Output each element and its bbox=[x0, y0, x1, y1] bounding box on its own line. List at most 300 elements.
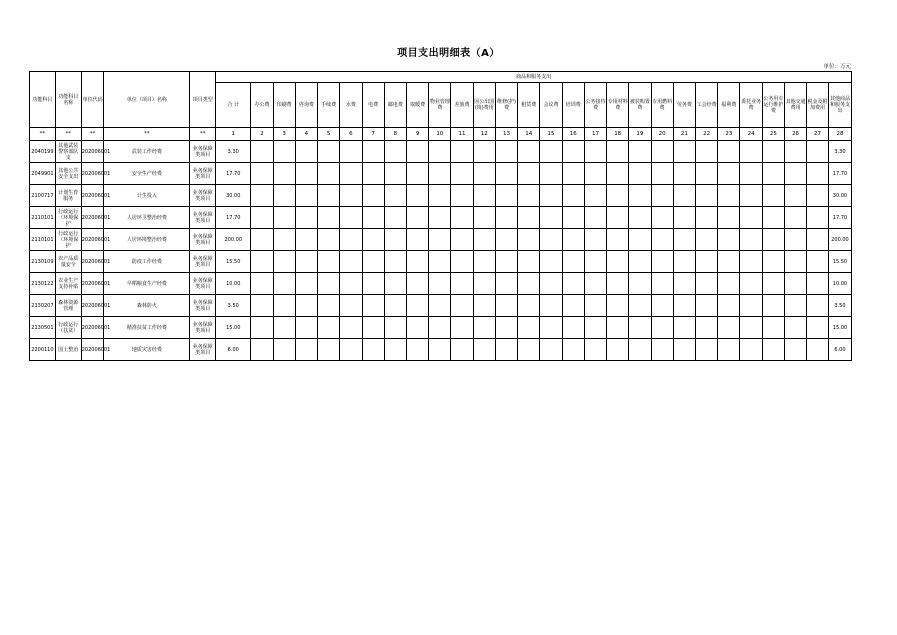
empty-cell bbox=[340, 273, 362, 295]
empty-cell bbox=[362, 251, 384, 273]
table-body bbox=[30, 72, 852, 361]
empty-cell bbox=[762, 317, 784, 339]
empty-cell bbox=[295, 251, 317, 273]
subheader-cell: 劳务费 bbox=[673, 83, 695, 128]
index-cell: 5 bbox=[318, 128, 340, 141]
empty-cell bbox=[540, 185, 562, 207]
unit-code-cell: 202006001 bbox=[81, 317, 104, 339]
empty-cell bbox=[495, 273, 517, 295]
function-name-cell: 其他武装警察部队支 bbox=[55, 141, 81, 163]
subheader-cell: 公务用车运行维护费 bbox=[762, 83, 784, 128]
empty-cell bbox=[651, 295, 673, 317]
subheader-cell: 邮电费 bbox=[384, 83, 406, 128]
empty-cell bbox=[429, 229, 451, 251]
empty-cell bbox=[429, 273, 451, 295]
subheader-cell: 维修(护)费 bbox=[495, 83, 517, 128]
empty-cell bbox=[651, 185, 673, 207]
empty-cell bbox=[518, 163, 540, 185]
empty-cell bbox=[696, 273, 718, 295]
subheader-cell: 专用燃料费 bbox=[651, 83, 673, 128]
function-name-cell: 农产品质量安全 bbox=[55, 251, 81, 273]
empty-cell bbox=[562, 229, 584, 251]
empty-cell bbox=[362, 295, 384, 317]
empty-cell bbox=[318, 317, 340, 339]
empty-cell bbox=[362, 185, 384, 207]
empty-cell bbox=[384, 273, 406, 295]
function-name-cell: 计划生育服务 bbox=[55, 185, 81, 207]
empty-cell bbox=[540, 207, 562, 229]
empty-cell bbox=[429, 185, 451, 207]
subheader-cell: 电费 bbox=[362, 83, 384, 128]
function-code-cell: 2130122 bbox=[30, 273, 56, 295]
unit-code-cell: 202006001 bbox=[81, 163, 104, 185]
total-cell: 6.00 bbox=[216, 339, 251, 361]
empty-cell bbox=[762, 229, 784, 251]
empty-cell bbox=[406, 273, 428, 295]
unit-code-cell: 202006001 bbox=[81, 185, 104, 207]
empty-cell bbox=[784, 295, 806, 317]
empty-cell bbox=[318, 251, 340, 273]
empty-cell bbox=[673, 207, 695, 229]
empty-cell bbox=[340, 251, 362, 273]
empty-cell bbox=[251, 273, 273, 295]
empty-cell bbox=[318, 207, 340, 229]
project-name-cell: 人居环卫整治经费 bbox=[104, 207, 190, 229]
group-header: 商品和服务支出 bbox=[216, 72, 852, 83]
other-expense-cell: 10.00 bbox=[828, 273, 851, 295]
empty-cell bbox=[607, 273, 629, 295]
empty-cell bbox=[518, 273, 540, 295]
unit-label: 单位：万元 bbox=[823, 64, 851, 70]
other-expense-cell: 15.00 bbox=[828, 317, 851, 339]
empty-cell bbox=[451, 251, 473, 273]
empty-cell bbox=[251, 317, 273, 339]
empty-cell bbox=[473, 273, 495, 295]
empty-cell bbox=[540, 141, 562, 163]
empty-cell bbox=[718, 141, 740, 163]
empty-cell bbox=[651, 229, 673, 251]
empty-cell bbox=[696, 295, 718, 317]
empty-cell bbox=[607, 141, 629, 163]
empty-cell bbox=[295, 163, 317, 185]
table-row bbox=[30, 295, 852, 317]
empty-cell bbox=[318, 295, 340, 317]
empty-cell bbox=[429, 163, 451, 185]
other-expense-cell: 6.00 bbox=[828, 339, 851, 361]
empty-cell bbox=[784, 185, 806, 207]
empty-cell bbox=[495, 229, 517, 251]
function-name-cell: 国土整治 bbox=[55, 339, 81, 361]
empty-cell bbox=[807, 163, 829, 185]
page-title: 项目支出明细表（A） bbox=[397, 48, 500, 59]
empty-cell bbox=[629, 251, 651, 273]
empty-cell bbox=[584, 229, 606, 251]
project-name-cell: 地质灾害经费 bbox=[104, 339, 190, 361]
unit-code-cell: 202006001 bbox=[81, 273, 104, 295]
empty-cell bbox=[406, 207, 428, 229]
empty-cell bbox=[762, 207, 784, 229]
index-cell: 28 bbox=[828, 128, 851, 141]
empty-cell bbox=[384, 251, 406, 273]
empty-cell bbox=[629, 185, 651, 207]
empty-cell bbox=[696, 185, 718, 207]
empty-cell bbox=[562, 317, 584, 339]
empty-cell bbox=[807, 207, 829, 229]
index-cell: 24 bbox=[740, 128, 762, 141]
empty-cell bbox=[495, 163, 517, 185]
empty-cell bbox=[607, 339, 629, 361]
empty-cell bbox=[495, 339, 517, 361]
empty-cell bbox=[718, 251, 740, 273]
empty-cell bbox=[340, 317, 362, 339]
project-name-cell: 人居环境整治经费 bbox=[104, 229, 190, 251]
empty-cell bbox=[584, 163, 606, 185]
index-cell: 15 bbox=[540, 128, 562, 141]
empty-cell bbox=[673, 251, 695, 273]
function-code-cell: 2100717 bbox=[30, 185, 56, 207]
empty-cell bbox=[406, 339, 428, 361]
empty-cell bbox=[251, 295, 273, 317]
index-cell: 7 bbox=[362, 128, 384, 141]
index-cell: 9 bbox=[406, 128, 428, 141]
empty-cell bbox=[807, 229, 829, 251]
empty-cell bbox=[362, 317, 384, 339]
empty-cell bbox=[340, 141, 362, 163]
index-cell: 1 bbox=[216, 128, 251, 141]
empty-cell bbox=[318, 163, 340, 185]
project-type-cell: 业务保障类项目 bbox=[190, 163, 216, 185]
empty-cell bbox=[518, 339, 540, 361]
unit-code-cell: 202006001 bbox=[81, 295, 104, 317]
empty-cell bbox=[718, 229, 740, 251]
empty-cell bbox=[807, 317, 829, 339]
empty-cell bbox=[518, 229, 540, 251]
subheader-cell: 咨询费 bbox=[295, 83, 317, 128]
empty-cell bbox=[406, 229, 428, 251]
empty-cell bbox=[540, 295, 562, 317]
empty-cell bbox=[540, 273, 562, 295]
empty-cell bbox=[584, 207, 606, 229]
empty-cell bbox=[318, 185, 340, 207]
subheader-cell: 水费 bbox=[340, 83, 362, 128]
empty-cell bbox=[473, 229, 495, 251]
index-cell: 2 bbox=[251, 128, 273, 141]
empty-cell bbox=[540, 317, 562, 339]
function-code-cell: 2040199 bbox=[30, 141, 56, 163]
empty-cell bbox=[518, 141, 540, 163]
empty-cell bbox=[562, 273, 584, 295]
function-name-cell: 行政运行（环境保护 bbox=[55, 207, 81, 229]
table-row bbox=[30, 229, 852, 251]
header-row-top bbox=[30, 72, 852, 83]
empty-cell bbox=[629, 273, 651, 295]
empty-cell bbox=[762, 163, 784, 185]
index-cell: 8 bbox=[384, 128, 406, 141]
subheader-cell: 合 计 bbox=[216, 83, 251, 128]
empty-cell bbox=[429, 251, 451, 273]
empty-cell bbox=[629, 207, 651, 229]
empty-cell bbox=[518, 185, 540, 207]
empty-cell bbox=[629, 141, 651, 163]
empty-cell bbox=[273, 273, 295, 295]
total-cell: 3.30 bbox=[216, 141, 251, 163]
function-name-cell: 行政运行（扶贫） bbox=[55, 317, 81, 339]
subheader-cell: 福利费 bbox=[718, 83, 740, 128]
empty-cell bbox=[696, 141, 718, 163]
empty-cell bbox=[673, 229, 695, 251]
header-cell: 单位代码 bbox=[81, 72, 104, 128]
empty-cell bbox=[273, 185, 295, 207]
empty-cell bbox=[673, 185, 695, 207]
empty-cell bbox=[696, 339, 718, 361]
empty-cell bbox=[718, 185, 740, 207]
project-name-cell: 精准扶贫工作经费 bbox=[104, 317, 190, 339]
empty-cell bbox=[362, 273, 384, 295]
project-name-cell: 森林防火 bbox=[104, 295, 190, 317]
index-cell: ** bbox=[81, 128, 104, 141]
subheader-cell: 税金及附加费用 bbox=[807, 83, 829, 128]
index-cell: 23 bbox=[718, 128, 740, 141]
total-cell: 200.00 bbox=[216, 229, 251, 251]
index-cell: 3 bbox=[273, 128, 295, 141]
empty-cell bbox=[273, 295, 295, 317]
index-cell: ** bbox=[55, 128, 81, 141]
empty-cell bbox=[251, 207, 273, 229]
empty-cell bbox=[629, 295, 651, 317]
empty-cell bbox=[584, 185, 606, 207]
empty-cell bbox=[740, 317, 762, 339]
empty-cell bbox=[295, 339, 317, 361]
project-type-cell: 业务保障类项目 bbox=[190, 207, 216, 229]
empty-cell bbox=[318, 273, 340, 295]
unit-code-cell: 202006001 bbox=[81, 141, 104, 163]
other-expense-cell: 15.50 bbox=[828, 251, 851, 273]
empty-cell bbox=[384, 339, 406, 361]
empty-cell bbox=[607, 317, 629, 339]
empty-cell bbox=[562, 295, 584, 317]
index-cell: 22 bbox=[696, 128, 718, 141]
empty-cell bbox=[362, 141, 384, 163]
empty-cell bbox=[495, 185, 517, 207]
empty-cell bbox=[673, 295, 695, 317]
empty-cell bbox=[273, 317, 295, 339]
empty-cell bbox=[784, 339, 806, 361]
project-name-cell: 早稻粮食生产经费 bbox=[104, 273, 190, 295]
subheader-cell: 因公出国(境)费用 bbox=[473, 83, 495, 128]
empty-cell bbox=[607, 207, 629, 229]
index-cell: 6 bbox=[340, 128, 362, 141]
empty-cell bbox=[540, 251, 562, 273]
empty-cell bbox=[518, 295, 540, 317]
empty-cell bbox=[384, 141, 406, 163]
index-cell: 18 bbox=[607, 128, 629, 141]
empty-cell bbox=[451, 185, 473, 207]
empty-cell bbox=[762, 295, 784, 317]
table-row bbox=[30, 317, 852, 339]
empty-cell bbox=[451, 229, 473, 251]
empty-cell bbox=[607, 185, 629, 207]
index-cell: 19 bbox=[629, 128, 651, 141]
empty-cell bbox=[495, 207, 517, 229]
empty-cell bbox=[784, 251, 806, 273]
empty-cell bbox=[251, 185, 273, 207]
function-code-cell: 2130109 bbox=[30, 251, 56, 273]
empty-cell bbox=[451, 317, 473, 339]
empty-cell bbox=[384, 317, 406, 339]
empty-cell bbox=[251, 339, 273, 361]
empty-cell bbox=[807, 273, 829, 295]
empty-cell bbox=[318, 141, 340, 163]
total-cell: 3.50 bbox=[216, 295, 251, 317]
empty-cell bbox=[518, 317, 540, 339]
empty-cell bbox=[295, 207, 317, 229]
empty-cell bbox=[451, 339, 473, 361]
empty-cell bbox=[562, 141, 584, 163]
empty-cell bbox=[495, 251, 517, 273]
index-cell: 21 bbox=[673, 128, 695, 141]
empty-cell bbox=[629, 229, 651, 251]
empty-cell bbox=[251, 251, 273, 273]
empty-cell bbox=[473, 295, 495, 317]
total-cell: 17.70 bbox=[216, 163, 251, 185]
empty-cell bbox=[740, 163, 762, 185]
empty-cell bbox=[518, 207, 540, 229]
empty-cell bbox=[651, 207, 673, 229]
empty-cell bbox=[273, 229, 295, 251]
empty-cell bbox=[362, 207, 384, 229]
index-cell: ** bbox=[104, 128, 190, 141]
empty-cell bbox=[629, 339, 651, 361]
project-type-cell: 业务保障类项目 bbox=[190, 229, 216, 251]
empty-cell bbox=[251, 141, 273, 163]
empty-cell bbox=[340, 229, 362, 251]
empty-cell bbox=[540, 339, 562, 361]
function-name-cell: 森林资源管理 bbox=[55, 295, 81, 317]
empty-cell bbox=[784, 207, 806, 229]
other-expense-cell: 17.70 bbox=[828, 163, 851, 185]
empty-cell bbox=[406, 295, 428, 317]
project-type-cell: 业务保障类项目 bbox=[190, 185, 216, 207]
empty-cell bbox=[807, 295, 829, 317]
function-code-cell: 2130207 bbox=[30, 295, 56, 317]
table-row bbox=[30, 251, 852, 273]
empty-cell bbox=[584, 141, 606, 163]
empty-cell bbox=[584, 317, 606, 339]
empty-cell bbox=[540, 229, 562, 251]
function-code-cell: 2110101 bbox=[30, 229, 56, 251]
header-cell: 项目类型 bbox=[190, 72, 216, 128]
empty-cell bbox=[584, 339, 606, 361]
empty-cell bbox=[340, 295, 362, 317]
subheader-cell: 培训费 bbox=[562, 83, 584, 128]
empty-cell bbox=[762, 273, 784, 295]
empty-cell bbox=[696, 317, 718, 339]
index-cell: 27 bbox=[807, 128, 829, 141]
other-expense-cell: 30.00 bbox=[828, 185, 851, 207]
unit-code-cell: 202006001 bbox=[81, 339, 104, 361]
expenditure-table bbox=[29, 71, 852, 361]
empty-cell bbox=[295, 141, 317, 163]
subheader-cell: 手续费 bbox=[318, 83, 340, 128]
empty-cell bbox=[384, 185, 406, 207]
table-row bbox=[30, 339, 852, 361]
subheader-cell: 其他交通费用 bbox=[784, 83, 806, 128]
empty-cell bbox=[673, 163, 695, 185]
table-row bbox=[30, 207, 852, 229]
index-cell: 26 bbox=[784, 128, 806, 141]
empty-cell bbox=[762, 339, 784, 361]
table-row bbox=[30, 273, 852, 295]
empty-cell bbox=[429, 207, 451, 229]
empty-cell bbox=[740, 273, 762, 295]
empty-cell bbox=[651, 251, 673, 273]
empty-cell bbox=[473, 317, 495, 339]
project-type-cell: 业务保障类项目 bbox=[190, 339, 216, 361]
project-type-cell: 业务保障类项目 bbox=[190, 251, 216, 273]
subheader-cell: 租赁费 bbox=[518, 83, 540, 128]
total-cell: 15.00 bbox=[216, 317, 251, 339]
empty-cell bbox=[629, 317, 651, 339]
table-row bbox=[30, 141, 852, 163]
total-cell: 17.70 bbox=[216, 207, 251, 229]
empty-cell bbox=[784, 163, 806, 185]
empty-cell bbox=[340, 185, 362, 207]
subheader-cell: 物业管理费 bbox=[429, 83, 451, 128]
empty-cell bbox=[696, 251, 718, 273]
empty-cell bbox=[406, 163, 428, 185]
empty-cell bbox=[696, 163, 718, 185]
empty-cell bbox=[451, 163, 473, 185]
subheader-cell: 公务接待费 bbox=[584, 83, 606, 128]
subheader-cell: 其他商品和服务支出 bbox=[828, 83, 851, 128]
table-row bbox=[30, 185, 852, 207]
empty-cell bbox=[473, 251, 495, 273]
empty-cell bbox=[740, 185, 762, 207]
empty-cell bbox=[807, 185, 829, 207]
subheader-cell: 会议费 bbox=[540, 83, 562, 128]
empty-cell bbox=[362, 163, 384, 185]
empty-cell bbox=[295, 273, 317, 295]
index-cell: ** bbox=[30, 128, 56, 141]
empty-cell bbox=[784, 317, 806, 339]
empty-cell bbox=[451, 207, 473, 229]
empty-cell bbox=[584, 295, 606, 317]
empty-cell bbox=[718, 317, 740, 339]
empty-cell bbox=[473, 207, 495, 229]
empty-cell bbox=[718, 207, 740, 229]
empty-cell bbox=[740, 339, 762, 361]
empty-cell bbox=[473, 185, 495, 207]
empty-cell bbox=[673, 317, 695, 339]
other-expense-cell: 3.30 bbox=[828, 141, 851, 163]
empty-cell bbox=[807, 339, 829, 361]
function-code-cell: 2049901 bbox=[30, 163, 56, 185]
empty-cell bbox=[273, 251, 295, 273]
empty-cell bbox=[429, 339, 451, 361]
other-expense-cell: 3.50 bbox=[828, 295, 851, 317]
empty-cell bbox=[318, 229, 340, 251]
empty-cell bbox=[651, 273, 673, 295]
empty-cell bbox=[273, 163, 295, 185]
empty-cell bbox=[784, 141, 806, 163]
empty-cell bbox=[562, 185, 584, 207]
project-name-cell: 计生投入 bbox=[104, 185, 190, 207]
index-cell: 14 bbox=[518, 128, 540, 141]
empty-cell bbox=[295, 229, 317, 251]
empty-cell bbox=[718, 295, 740, 317]
empty-cell bbox=[295, 317, 317, 339]
empty-cell bbox=[607, 163, 629, 185]
